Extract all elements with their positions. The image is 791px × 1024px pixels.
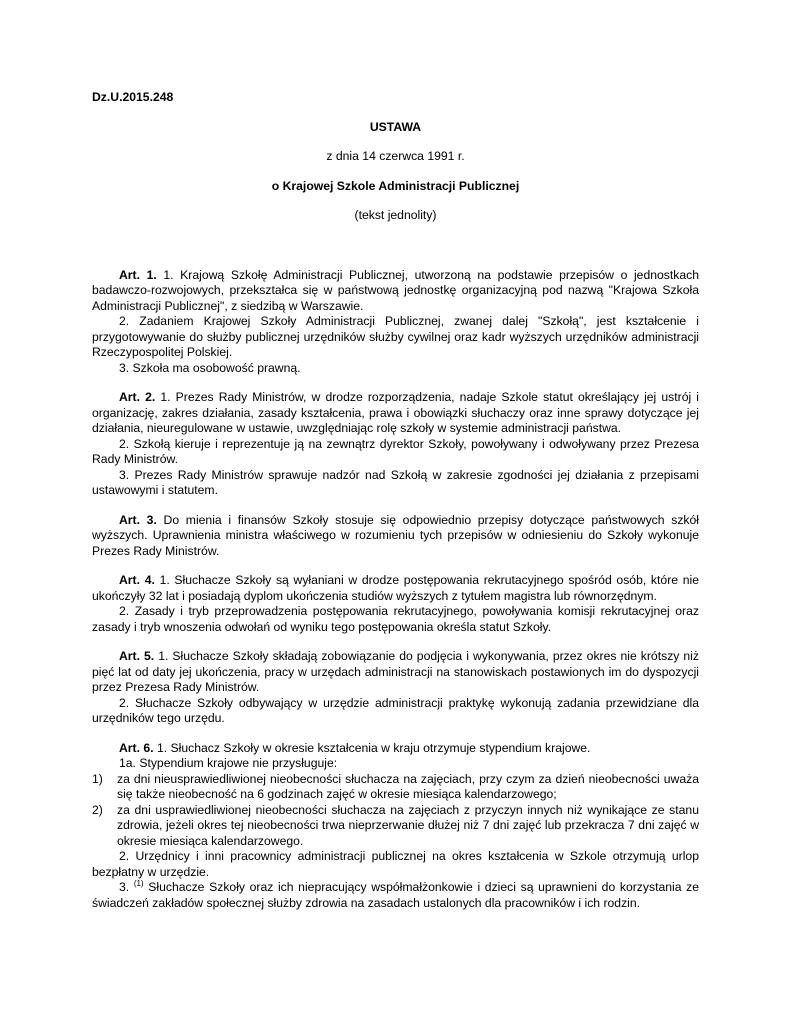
list-item-number: 1) (92, 771, 103, 786)
list-item-number: 2) (92, 802, 103, 817)
article-2-paragraph-2: 2. Szkołą kieruje i reprezentuje ją na zewnątrz dyrektor Szkoły, powoływany i odwoływany przez Prezesa Rady Ministrów. (92, 436, 699, 466)
article-1-paragraph-1: Art. 1. 1. Krajową Szkołę Administracji Publicznej, utworzoną na podstawie przepisów o jednostkach badawczo-rozwojowych, przekształca się w państwową jednostkę organizacyjną pod nazwą "Krajowa Szkoła Administracji Publicznej", z siedzibą w Warszawie. (92, 267, 700, 313)
article-6 (92, 741, 699, 912)
list-item-text: za dni nieusprawiedliwionej nieobecności słuchacza na zajęciach, przy czym za dzień nieobecności uważa się także nieobecność na 6 godzinach zajęć w okresie miesiąca kalendarzowego; (117, 771, 699, 801)
journal-reference: Dz.U.2015.248 (92, 90, 174, 104)
footnote-marker: (1) (133, 878, 144, 888)
article-4-paragraph-1: Art. 4. 1. Słuchacze Szkoły są wyłaniani w drodze postępowania rekrutacyjnego spośród osób, które nie ukończyły 32 lat i posiadają dyplom ukończenia studiów wyższych z tytułem magistra lub równorzędnym. (92, 573, 699, 603)
article-1-paragraph-3: 3. Szkoła ma osobowość prawną. (119, 360, 301, 375)
article-4-label: Art. 4. (119, 573, 155, 587)
article-5-label: Art. 5. (119, 649, 155, 663)
list-item-text: za dni usprawiedliwionej nieobecności słuchacza na zajęciach z przyczyn innych niż wynikające ze stanu zdrowia, jeżeli okres tej nieobecności trwa nieprzerwanie dłużej niż 7 dni zajęć lub przekracza 7 dni zajęć w okresie miesiąca kalendarzowego. (117, 802, 699, 848)
document-page (92, 90, 699, 911)
article-3-paragraph-1: Art. 3. Do mienia i finansów Szkoły stosuje się odpowiednio przepisy dotyczące państwowych szkół wyższych. Uprawnienia ministra właściwego w rozumieniu tych przepisów w odniesieniu do Szkoły wykonuje Prezes Rady Ministrów. (92, 512, 699, 558)
article-6-label: Art. 6. (119, 740, 154, 755)
article-2 (92, 390, 699, 499)
document-title: USTAWA (369, 119, 422, 134)
article-5 (92, 649, 699, 727)
article-6-paragraph-2: 2. Urzędnicy i inni pracownicy administracji publicznej na okres kształcenia w Szkole otrzymują urlop bezpłatny w urzędzie. (92, 849, 699, 879)
article-6-paragraph-1a: 1a. Stypendium krajowe nie przysługuje: (119, 756, 338, 770)
article-2-label: Art. 2. (119, 390, 156, 404)
document-subject: o Krajowej Szkole Administracji Publicznej (271, 178, 520, 193)
article-2-paragraph-3: 3. Prezes Rady Ministrów sprawuje nadzór nad Szkołą w zakresie zgodności jej działania z przepisami ustawowymi i statutem. (92, 467, 699, 497)
article-6-paragraph-3: 3. $^{(1)}$ Słuchacze Szkoły oraz ich niepracujący współmałżonkowie i dzieci są uprawnieni do korzystania ze świadczeń zakładów społecznej służby zdrowia na zasadach ustalonych dla pracowników i ich rodzin. (92, 878, 700, 910)
article-6-paragraph-1: Art. 6. 1. Słuchacz Szkoły w okresie kształcenia w kraju otrzymuje stypendium krajowe. (119, 740, 591, 755)
article-1-label: Art. 1. (119, 267, 157, 282)
article-4-paragraph-2: 2. Zasady i tryb przeprowadzenia postępowania rekrutacyjnego, powoływania komisji rekrutacyjnej oraz zasady i tryb wnoszenia odwołań od wyniku tego postępowania określa statut Szkoły. (92, 604, 699, 634)
consolidated-text-note: (tekst jednolity) (354, 208, 437, 222)
article-2-paragraph-1: Art. 2. 1. Prezes Rady Ministrów, w drodze rozporządzenia, nadaje Szkole statut określający jej ustrój i organizację, zakres działania, zasady kształcenia, prawa i obowiązki słuchaczy oraz inne sprawy dotyczące jej działania, nieuregulowane w ustawie, uwzględniając rolę szkoły w systemie administracji państwa. (92, 390, 699, 435)
list-item (92, 803, 699, 850)
article-3 (92, 513, 699, 560)
article-4 (92, 573, 699, 635)
document-date: z dnia 14 czerwca 1991 r. (326, 149, 465, 163)
article-3-label: Art. 3. (119, 512, 157, 527)
list-item (92, 772, 699, 803)
article-5-paragraph-2: 2. Słuchacze Szkoły odbywający w urzędzie administracji praktykę wykonują zadania przewidziane dla urzędników tego urzędu. (92, 695, 699, 725)
article-1-paragraph-2: 2. Zadaniem Krajowej Szkoły Administracji Publicznej, zwanej dalej "Szkołą", jest kształcenie i przygotowywanie do służby publicznej urzędników służby cywilnej oraz kadr wyższych urzędników administracji Rzeczypospolitej Polskiej. (92, 314, 699, 359)
article-5-paragraph-1: Art. 5. 1. Słuchacze Szkoły składają zobowiązanie do podjęcia i wykonywania, przez okres nie krótszy niż pięć lat od daty jej ukończenia, pracy w urzędach administracji na stanowiskach postawionych im do dyspozycji przez Prezesa Rady Ministrów. (92, 649, 699, 694)
article-1 (92, 268, 699, 377)
